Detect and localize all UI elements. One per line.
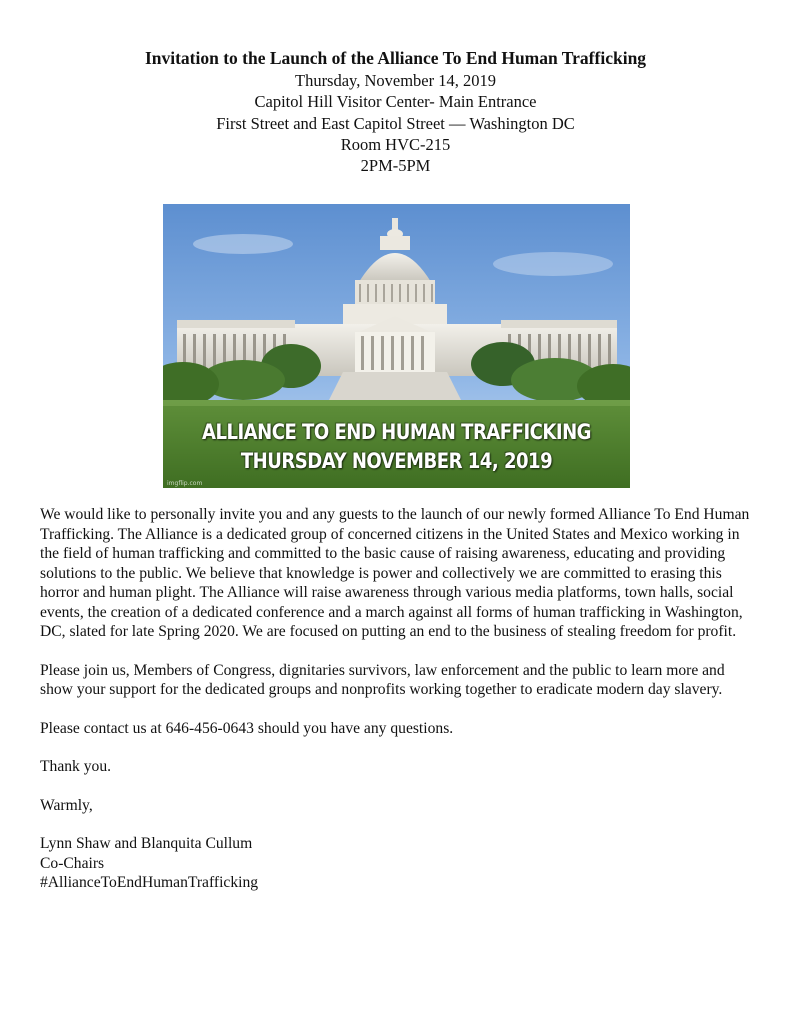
banner-line-2: THURSDAY NOVEMBER 14, 2019: [240, 449, 553, 473]
event-venue: Capitol Hill Visitor Center- Main Entrance: [254, 92, 537, 112]
thanks-line: Thank you.: [40, 758, 112, 775]
invitation-body: [40, 505, 760, 893]
event-time: 2PM-5PM: [360, 156, 431, 176]
invitation-title: Invitation to the Launch of the Alliance To End Human Trafficking: [144, 48, 647, 68]
event-room: Room HVC-215: [340, 134, 451, 154]
capitol-banner-image: [163, 204, 630, 488]
contact-paragraph: Please contact us at 646-456-0643 should you have any questions.: [40, 719, 454, 737]
signature-names: Lynn Shaw and Blanquita Cullum: [40, 835, 253, 852]
invitation-header: [0, 47, 791, 176]
intro-paragraph: We would like to personally invite you and any guests to the launch of our newly formed Alliance To End Human Trafficking. The Alliance is a dedicated group of concerned citizens in the United States and Mexico working in the field of human trafficking and committed to the basic cause of raising awareness, educating and providing solutions to the public. We believe that knowledge is power and collectively we are committed to erasing this horror and human plight. The Alliance will raise awareness through various media platforms, town halls, social events, the creation of a dedicated conference and a march against all forms of human trafficking in Washington, DC, slated for late Spring 2020. We are focused on putting an end to the business of stealing freedom for profit.: [40, 506, 750, 640]
event-date: Thursday, November 14, 2019: [294, 71, 496, 90]
signature-role: Co-Chairs: [40, 854, 105, 872]
signature-hashtag: #AllianceToEndHumanTrafficking: [40, 874, 259, 891]
banner-line-1: ALLIANCE TO END HUMAN TRAFFICKING: [202, 420, 591, 444]
image-watermark: imgflip.com: [167, 480, 203, 487]
capitol-building-illustration: [163, 204, 630, 488]
event-address: First Street and East Capitol Street — Washington DC: [216, 113, 575, 133]
join-paragraph: Please join us, Members of Congress, dignitaries survivors, law enforcement and the public to learn more and show your support for the dedicated groups and nonprofits working together to eradicate modern day slavery.: [40, 661, 725, 698]
closing-line: Warmly,: [40, 796, 93, 814]
